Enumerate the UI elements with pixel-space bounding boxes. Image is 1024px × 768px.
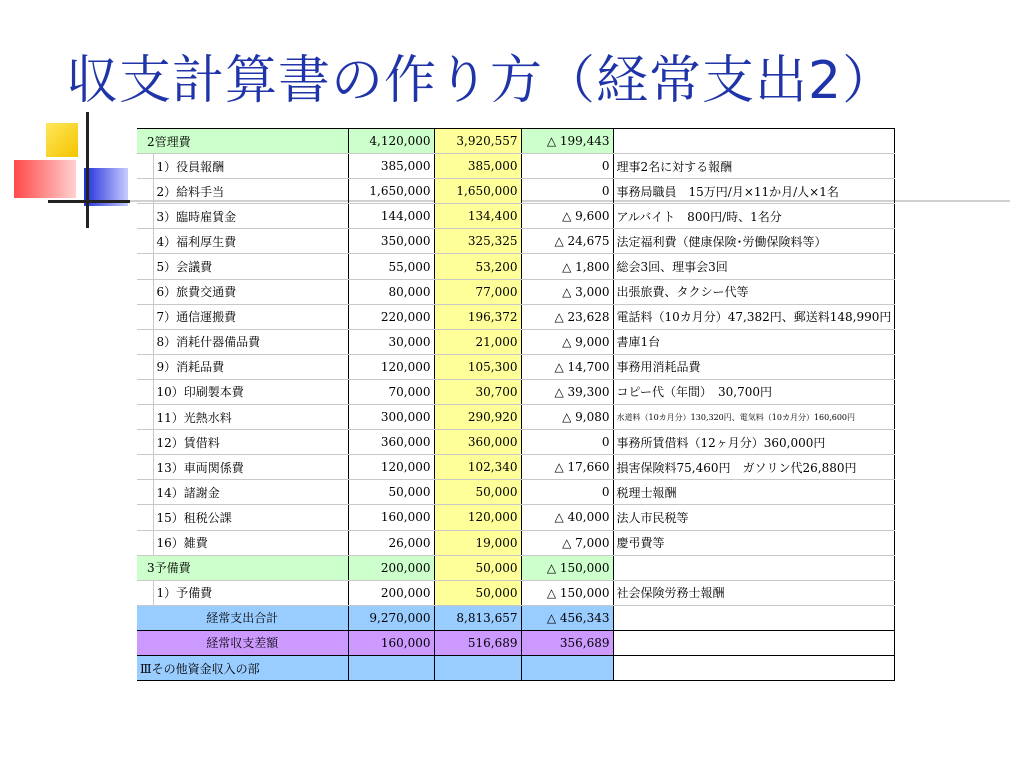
remarks: アルバイト 800円/時、1名分 bbox=[613, 204, 895, 229]
remarks: 理事2名に対する報酬 bbox=[613, 154, 895, 179]
budget-amount: 4,120,000 bbox=[348, 129, 434, 154]
budget-row-item bbox=[137, 580, 895, 605]
row-label: 4）福利厚生費 bbox=[153, 229, 348, 254]
budget-table-body bbox=[137, 129, 895, 681]
budget-row-balance bbox=[137, 630, 895, 655]
remarks: 電話料（10カ月分）47,382円、郵送料148,990円 bbox=[613, 304, 895, 329]
remarks: 損害保険料75,460円 ガソリン代26,880円 bbox=[613, 455, 895, 480]
budget-table bbox=[137, 128, 895, 681]
actual-amount: 50,000 bbox=[434, 580, 521, 605]
difference-amount: △ 14,700 bbox=[521, 354, 613, 379]
indent-gutter bbox=[137, 455, 153, 480]
total-label: 経常支出合計 bbox=[137, 605, 348, 630]
indent-gutter bbox=[137, 304, 153, 329]
indent-gutter bbox=[137, 530, 153, 555]
remarks: 慶弔費等 bbox=[613, 530, 895, 555]
actual-amount: 102,340 bbox=[434, 455, 521, 480]
row-label: 11）光熱水料 bbox=[153, 405, 348, 430]
actual-amount bbox=[434, 655, 521, 680]
budget-amount: 55,000 bbox=[348, 254, 434, 279]
difference-amount: △ 1,800 bbox=[521, 254, 613, 279]
budget-row-item bbox=[137, 379, 895, 404]
indent-gutter bbox=[137, 580, 153, 605]
indent-gutter bbox=[137, 254, 153, 279]
row-label: 16）雑費 bbox=[153, 530, 348, 555]
remarks: 書庫1台 bbox=[613, 329, 895, 354]
actual-amount: 134,400 bbox=[434, 204, 521, 229]
budget-amount: 360,000 bbox=[348, 430, 434, 455]
budget-row-item bbox=[137, 430, 895, 455]
budget-row-item bbox=[137, 204, 895, 229]
difference-amount: △ 3,000 bbox=[521, 279, 613, 304]
difference-amount bbox=[521, 655, 613, 680]
remarks: 法定福利費（健康保険･労働保険料等） bbox=[613, 229, 895, 254]
actual-amount: 360,000 bbox=[434, 430, 521, 455]
actual-amount: 30,700 bbox=[434, 379, 521, 404]
budget-row-item bbox=[137, 505, 895, 530]
difference-amount: △ 17,660 bbox=[521, 455, 613, 480]
remarks: 総会3回、理事会3回 bbox=[613, 254, 895, 279]
actual-amount: 19,000 bbox=[434, 530, 521, 555]
budget-row-item bbox=[137, 480, 895, 505]
difference-amount: 0 bbox=[521, 154, 613, 179]
actual-amount: 77,000 bbox=[434, 279, 521, 304]
difference-amount: △ 9,600 bbox=[521, 204, 613, 229]
actual-amount: 21,000 bbox=[434, 329, 521, 354]
decor-red-square bbox=[14, 160, 76, 198]
budget-amount: 220,000 bbox=[348, 304, 434, 329]
balance-label: 経常収支差額 bbox=[137, 630, 348, 655]
remarks: 事務所賃借料（12ヶ月分）360,000円 bbox=[613, 430, 895, 455]
row-label: 1）予備費 bbox=[153, 580, 348, 605]
budget-row-item bbox=[137, 405, 895, 430]
budget-row-item bbox=[137, 530, 895, 555]
group-label: 3予備費 bbox=[137, 555, 348, 580]
row-label: 12）賃借料 bbox=[153, 430, 348, 455]
row-label: 13）車両関係費 bbox=[153, 455, 348, 480]
row-label: 10）印刷製本費 bbox=[153, 379, 348, 404]
difference-amount: △ 24,675 bbox=[521, 229, 613, 254]
decor-horizontal-line-dark bbox=[48, 200, 130, 203]
row-label: 6）旅費交通費 bbox=[153, 279, 348, 304]
budget-amount: 350,000 bbox=[348, 229, 434, 254]
budget-row-item bbox=[137, 329, 895, 354]
difference-amount: △ 7,000 bbox=[521, 530, 613, 555]
remarks bbox=[613, 655, 895, 680]
difference-amount: △ 9,080 bbox=[521, 405, 613, 430]
budget-row-group bbox=[137, 555, 895, 580]
group-label: 2管理費 bbox=[137, 129, 348, 154]
budget-row-item bbox=[137, 354, 895, 379]
actual-amount: 120,000 bbox=[434, 505, 521, 530]
actual-amount: 50,000 bbox=[434, 480, 521, 505]
budget-amount: 160,000 bbox=[348, 630, 434, 655]
remarks: 税理士報酬 bbox=[613, 480, 895, 505]
difference-amount: △ 39,300 bbox=[521, 379, 613, 404]
difference-amount: 0 bbox=[521, 430, 613, 455]
budget-amount: 300,000 bbox=[348, 405, 434, 430]
row-label: 2）給料手当 bbox=[153, 179, 348, 204]
budget-amount: 1,650,000 bbox=[348, 179, 434, 204]
remarks bbox=[613, 605, 895, 630]
actual-amount: 325,325 bbox=[434, 229, 521, 254]
row-label: 3）臨時雇賃金 bbox=[153, 204, 348, 229]
indent-gutter bbox=[137, 379, 153, 404]
indent-gutter bbox=[137, 480, 153, 505]
actual-amount: 105,300 bbox=[434, 354, 521, 379]
budget-amount: 120,000 bbox=[348, 455, 434, 480]
budget-row-item bbox=[137, 254, 895, 279]
remarks: コピー代（年間） 30,700円 bbox=[613, 379, 895, 404]
indent-gutter bbox=[137, 329, 153, 354]
budget-row-item bbox=[137, 179, 895, 204]
actual-amount: 53,200 bbox=[434, 254, 521, 279]
row-label: 7）通信運搬費 bbox=[153, 304, 348, 329]
budget-row-item bbox=[137, 304, 895, 329]
budget-row-item bbox=[137, 229, 895, 254]
budget-amount: 120,000 bbox=[348, 354, 434, 379]
budget-row-total bbox=[137, 605, 895, 630]
budget-amount: 80,000 bbox=[348, 279, 434, 304]
remarks: 事務用消耗品費 bbox=[613, 354, 895, 379]
budget-amount: 200,000 bbox=[348, 555, 434, 580]
row-label: 14）諸謝金 bbox=[153, 480, 348, 505]
indent-gutter bbox=[137, 179, 153, 204]
budget-amount: 385,000 bbox=[348, 154, 434, 179]
remarks bbox=[613, 129, 895, 154]
budget-amount: 200,000 bbox=[348, 580, 434, 605]
budget-amount: 70,000 bbox=[348, 379, 434, 404]
remarks: 水道料（10カ月分）130,320円、電気料（10カ月分）160,600円 bbox=[613, 405, 895, 430]
row-label: 15）租税公課 bbox=[153, 505, 348, 530]
row-label: 8）消耗什器備品費 bbox=[153, 329, 348, 354]
actual-amount: 196,372 bbox=[434, 304, 521, 329]
actual-amount: 50,000 bbox=[434, 555, 521, 580]
remarks: 社会保険労務士報酬 bbox=[613, 580, 895, 605]
section-label: Ⅲその他資金収入の部 bbox=[137, 655, 348, 680]
indent-gutter bbox=[137, 229, 153, 254]
budget-amount: 160,000 bbox=[348, 505, 434, 530]
budget-amount: 26,000 bbox=[348, 530, 434, 555]
indent-gutter bbox=[137, 279, 153, 304]
row-label: 5）会議費 bbox=[153, 254, 348, 279]
actual-amount: 3,920,557 bbox=[434, 129, 521, 154]
budget-row-item bbox=[137, 154, 895, 179]
budget-amount: 144,000 bbox=[348, 204, 434, 229]
budget-amount: 9,270,000 bbox=[348, 605, 434, 630]
budget-amount: 50,000 bbox=[348, 480, 434, 505]
actual-amount: 1,650,000 bbox=[434, 179, 521, 204]
actual-amount: 516,689 bbox=[434, 630, 521, 655]
remarks: 事務局職員 15万円/月×11か月/人×1名 bbox=[613, 179, 895, 204]
budget-row-item bbox=[137, 455, 895, 480]
difference-amount: △ 456,343 bbox=[521, 605, 613, 630]
difference-amount: △ 23,628 bbox=[521, 304, 613, 329]
actual-amount: 8,813,657 bbox=[434, 605, 521, 630]
row-label: 9）消耗品費 bbox=[153, 354, 348, 379]
indent-gutter bbox=[137, 405, 153, 430]
indent-gutter bbox=[137, 430, 153, 455]
budget-row-section bbox=[137, 655, 895, 680]
difference-amount: 0 bbox=[521, 179, 613, 204]
remarks bbox=[613, 555, 895, 580]
budget-row-group bbox=[137, 129, 895, 154]
decor-yellow-square bbox=[46, 123, 78, 157]
indent-gutter bbox=[137, 354, 153, 379]
slide-title: 収支計算書の作り方（経常支出2） bbox=[66, 51, 896, 111]
indent-gutter bbox=[137, 505, 153, 530]
remarks bbox=[613, 630, 895, 655]
remarks: 法人市民税等 bbox=[613, 505, 895, 530]
remarks: 出張旅費、タクシー代等 bbox=[613, 279, 895, 304]
difference-amount: △ 150,000 bbox=[521, 580, 613, 605]
row-label: 1）役員報酬 bbox=[153, 154, 348, 179]
budget-amount: 30,000 bbox=[348, 329, 434, 354]
difference-amount: △ 9,000 bbox=[521, 329, 613, 354]
budget-amount bbox=[348, 655, 434, 680]
difference-amount: 0 bbox=[521, 480, 613, 505]
difference-amount: △ 40,000 bbox=[521, 505, 613, 530]
actual-amount: 385,000 bbox=[434, 154, 521, 179]
decor-vertical-line bbox=[86, 112, 89, 228]
budget-row-item bbox=[137, 279, 895, 304]
difference-amount: △ 150,000 bbox=[521, 555, 613, 580]
difference-amount: △ 199,443 bbox=[521, 129, 613, 154]
indent-gutter bbox=[137, 154, 153, 179]
actual-amount: 290,920 bbox=[434, 405, 521, 430]
indent-gutter bbox=[137, 204, 153, 229]
difference-amount: 356,689 bbox=[521, 630, 613, 655]
